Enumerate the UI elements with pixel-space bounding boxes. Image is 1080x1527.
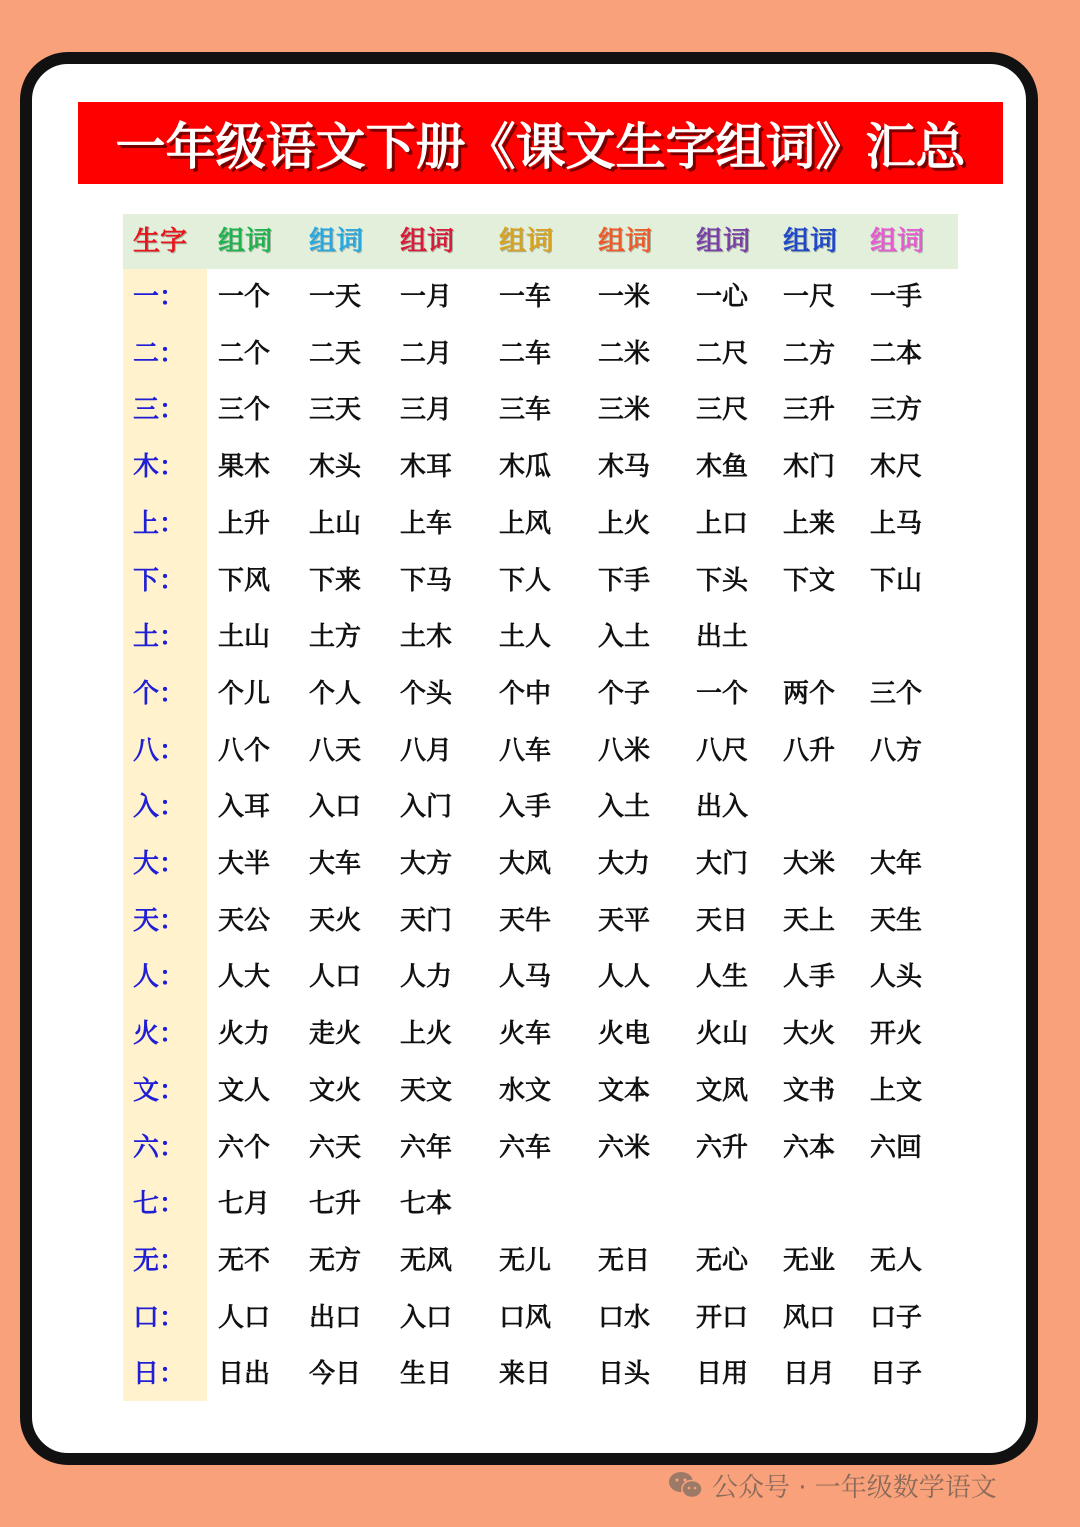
word-cell: 一车 [499, 282, 552, 312]
word-cell: 一月 [400, 282, 453, 312]
word-cell: 入土 [598, 622, 651, 652]
word-cell: 一天 [309, 282, 362, 312]
header-zuci-6: 组词 [696, 226, 750, 257]
word-cell: 开口 [696, 1303, 749, 1333]
word-cell: 下来 [309, 566, 362, 596]
word-cell: 二月 [400, 339, 453, 369]
page-title: 一年级语文下册《课文生字组词》汇总 [115, 117, 966, 176]
word-cell: 口子 [870, 1303, 923, 1333]
word-cell: 人生 [696, 962, 749, 992]
word-cell: 生日 [400, 1359, 453, 1389]
word-cell: 二个 [218, 339, 271, 369]
word-cell: 二尺 [696, 339, 749, 369]
word-cell: 大米 [783, 849, 836, 879]
row-char: 七： [133, 1189, 186, 1219]
word-cell: 木耳 [400, 452, 453, 482]
word-cell: 六年 [400, 1133, 453, 1163]
word-cell: 八升 [783, 736, 836, 766]
header-shengzi: 生字 [133, 226, 187, 257]
word-cell: 土方 [309, 622, 362, 652]
word-cell: 三升 [783, 395, 836, 425]
row-char: 文： [133, 1076, 186, 1106]
word-cell: 水文 [499, 1076, 552, 1106]
word-cell: 天上 [783, 906, 836, 936]
word-cell: 文人 [218, 1076, 271, 1106]
word-cell: 文风 [696, 1076, 749, 1106]
word-cell: 木门 [783, 452, 836, 482]
word-cell: 日月 [783, 1359, 836, 1389]
word-cell: 三天 [309, 395, 362, 425]
word-cell: 无风 [400, 1246, 453, 1276]
word-cell: 八尺 [696, 736, 749, 766]
word-cell: 火车 [499, 1019, 552, 1049]
word-cell: 个头 [400, 679, 453, 709]
word-cell: 大风 [499, 849, 552, 879]
word-cell: 出入 [696, 792, 749, 822]
word-cell: 天牛 [499, 906, 552, 936]
word-cell: 六回 [870, 1133, 923, 1163]
word-cell: 下风 [218, 566, 271, 596]
word-cell: 一尺 [783, 282, 836, 312]
word-cell: 文书 [783, 1076, 836, 1106]
word-cell: 下头 [696, 566, 749, 596]
row-char: 个： [133, 679, 186, 709]
word-cell: 入门 [400, 792, 453, 822]
header-zuci-8: 组词 [870, 226, 924, 257]
word-cell: 二米 [598, 339, 651, 369]
word-cell: 日用 [696, 1359, 749, 1389]
word-cell: 风口 [783, 1303, 836, 1333]
word-cell: 两个 [783, 679, 836, 709]
word-cell: 出口 [309, 1303, 362, 1333]
word-cell: 木瓜 [499, 452, 552, 482]
word-cell: 入耳 [218, 792, 271, 822]
word-cell: 二天 [309, 339, 362, 369]
word-cell: 火力 [218, 1019, 271, 1049]
word-cell: 下文 [783, 566, 836, 596]
word-cell: 上山 [309, 509, 362, 539]
word-cell: 六个 [218, 1133, 271, 1163]
word-cell: 三个 [218, 395, 271, 425]
word-cell: 大门 [696, 849, 749, 879]
word-cell: 日出 [218, 1359, 271, 1389]
word-cell: 上火 [598, 509, 651, 539]
word-cell: 三车 [499, 395, 552, 425]
header-zuci-1: 组词 [218, 226, 272, 257]
row-char: 土： [133, 622, 186, 652]
word-cell: 八方 [870, 736, 923, 766]
header-zuci-2: 组词 [309, 226, 363, 257]
word-cell: 人马 [499, 962, 552, 992]
row-char: 日： [133, 1359, 186, 1389]
row-char: 八： [133, 736, 186, 766]
word-cell: 个儿 [218, 679, 271, 709]
word-cell: 一手 [870, 282, 923, 312]
word-cell: 无日 [598, 1246, 651, 1276]
word-cell: 天门 [400, 906, 453, 936]
word-cell: 一米 [598, 282, 651, 312]
word-cell: 大车 [309, 849, 362, 879]
word-cell: 大半 [218, 849, 271, 879]
word-cell: 三个 [870, 679, 923, 709]
word-cell: 果木 [218, 452, 271, 482]
title-banner [78, 102, 1003, 184]
word-cell: 土山 [218, 622, 271, 652]
row-char: 人： [133, 962, 186, 992]
word-cell: 无方 [309, 1246, 362, 1276]
wechat-icon [668, 1470, 704, 1500]
word-cell: 人头 [870, 962, 923, 992]
row-char: 六： [133, 1133, 186, 1163]
word-cell: 人大 [218, 962, 271, 992]
word-cell: 无人 [870, 1246, 923, 1276]
word-cell: 天平 [598, 906, 651, 936]
word-cell: 入口 [400, 1303, 453, 1333]
word-cell: 六车 [499, 1133, 552, 1163]
word-cell: 二方 [783, 339, 836, 369]
word-cell: 大方 [400, 849, 453, 879]
word-cell: 三方 [870, 395, 923, 425]
word-cell: 六天 [309, 1133, 362, 1163]
word-cell: 天火 [309, 906, 362, 936]
word-cell: 木尺 [870, 452, 923, 482]
row-char: 一： [133, 282, 186, 312]
word-cell: 人手 [783, 962, 836, 992]
word-cell: 无不 [218, 1246, 271, 1276]
word-cell: 上升 [218, 509, 271, 539]
word-cell: 个中 [499, 679, 552, 709]
word-cell: 无儿 [499, 1246, 552, 1276]
word-cell: 六本 [783, 1133, 836, 1163]
word-cell: 三尺 [696, 395, 749, 425]
word-cell: 上口 [696, 509, 749, 539]
header-zuci-7: 组词 [783, 226, 837, 257]
word-cell: 上火 [400, 1019, 453, 1049]
word-cell: 木头 [309, 452, 362, 482]
word-cell: 人口 [309, 962, 362, 992]
word-cell: 日子 [870, 1359, 923, 1389]
word-cell: 八车 [499, 736, 552, 766]
word-cell: 口风 [499, 1303, 552, 1333]
word-cell: 七升 [309, 1189, 362, 1219]
word-cell: 今日 [309, 1359, 362, 1389]
word-cell: 大年 [870, 849, 923, 879]
word-cell: 天公 [218, 906, 271, 936]
word-cell: 三月 [400, 395, 453, 425]
row-char: 上： [133, 509, 186, 539]
word-cell: 来日 [499, 1359, 552, 1389]
word-cell: 人力 [400, 962, 453, 992]
word-cell: 走火 [309, 1019, 362, 1049]
word-cell: 个人 [309, 679, 362, 709]
word-cell: 八个 [218, 736, 271, 766]
row-char: 入： [133, 792, 186, 822]
row-char: 三： [133, 395, 186, 425]
row-char: 无： [133, 1246, 186, 1276]
word-cell: 上文 [870, 1076, 923, 1106]
word-cell: 天文 [400, 1076, 453, 1106]
word-cell: 一心 [696, 282, 749, 312]
word-cell: 下手 [598, 566, 651, 596]
word-cell: 开火 [870, 1019, 923, 1049]
word-cell: 入手 [499, 792, 552, 822]
word-cell: 八月 [400, 736, 453, 766]
word-cell: 土人 [499, 622, 552, 652]
row-char: 二： [133, 339, 186, 369]
word-cell: 日头 [598, 1359, 651, 1389]
word-cell: 个子 [598, 679, 651, 709]
header-zuci-4: 组词 [499, 226, 553, 257]
row-char: 口： [133, 1303, 186, 1333]
word-cell: 上来 [783, 509, 836, 539]
word-cell: 一个 [696, 679, 749, 709]
word-cell: 土木 [400, 622, 453, 652]
word-cell: 六升 [696, 1133, 749, 1163]
word-cell: 七月 [218, 1189, 271, 1219]
word-cell: 人口 [218, 1303, 271, 1333]
word-cell: 火山 [696, 1019, 749, 1049]
word-cell: 二车 [499, 339, 552, 369]
header-zuci-5: 组词 [598, 226, 652, 257]
word-cell: 八天 [309, 736, 362, 766]
row-char: 木： [133, 452, 186, 482]
word-cell: 一个 [218, 282, 271, 312]
word-cell: 三米 [598, 395, 651, 425]
word-cell: 二本 [870, 339, 923, 369]
word-cell: 文本 [598, 1076, 651, 1106]
word-cell: 六米 [598, 1133, 651, 1163]
word-cell: 天生 [870, 906, 923, 936]
word-cell: 口水 [598, 1303, 651, 1333]
char-column-band [123, 269, 207, 1401]
word-cell: 八米 [598, 736, 651, 766]
word-cell: 无业 [783, 1246, 836, 1276]
word-cell: 人人 [598, 962, 651, 992]
word-cell: 文火 [309, 1076, 362, 1106]
row-char: 火： [133, 1019, 186, 1049]
word-cell: 七本 [400, 1189, 453, 1219]
word-cell: 入口 [309, 792, 362, 822]
word-cell: 无心 [696, 1246, 749, 1276]
word-cell: 下人 [499, 566, 552, 596]
row-char: 大： [133, 849, 186, 879]
watermark [668, 1464, 997, 1506]
word-cell: 下山 [870, 566, 923, 596]
word-cell: 下马 [400, 566, 453, 596]
word-cell: 天日 [696, 906, 749, 936]
word-cell: 上车 [400, 509, 453, 539]
word-cell: 火电 [598, 1019, 651, 1049]
header-zuci-3: 组词 [400, 226, 454, 257]
word-cell: 上风 [499, 509, 552, 539]
word-cell: 大火 [783, 1019, 836, 1049]
row-char: 天： [133, 906, 186, 936]
word-cell: 木马 [598, 452, 651, 482]
word-cell: 大力 [598, 849, 651, 879]
row-char: 下： [133, 566, 186, 596]
word-cell: 上马 [870, 509, 923, 539]
word-cell: 入土 [598, 792, 651, 822]
word-cell: 出土 [696, 622, 749, 652]
watermark-text: 公众号 · 一年级数学语文 [712, 1472, 997, 1503]
word-cell: 木鱼 [696, 452, 749, 482]
